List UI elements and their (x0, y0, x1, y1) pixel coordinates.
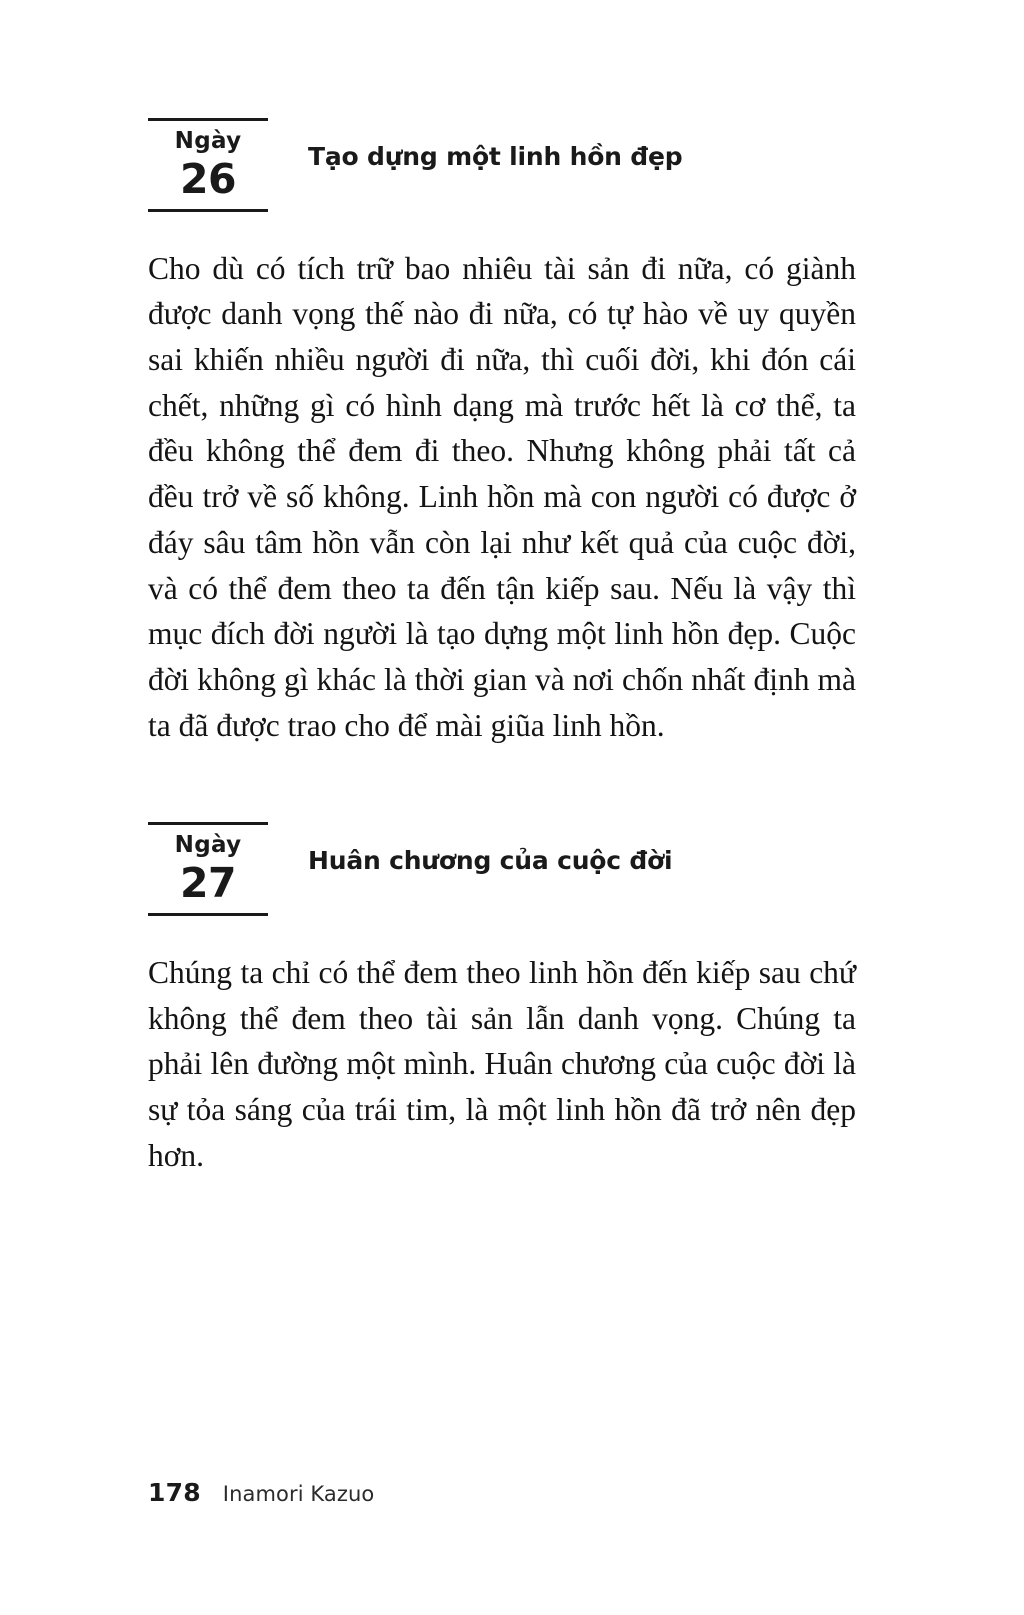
entry-paragraph: Cho dù có tích trữ bao nhiêu tài sản đi nữa, có giành được danh vọng thế nào đi nữa, có tự hào về uy quyền sai khiến nhiều người đi nữa, thì cuối đời, khi đón cái chết, những gì có hình dạng mà trước hết là cơ thể, ta đều không thể đem đi theo. Nhưng không phải tất cả đều trở về số không. Linh hồn mà con người có được ở đáy sâu tâm hồn vẫn còn lại như kết quả của cuộc đời, và có thể đem theo ta đến tận kiếp sau. Nếu là vậy thì mục đích đời người là tạo dựng một linh hồn đẹp. Cuộc đời không gì khác là thời gian và nơi chốn nhất định mà ta đã được trao cho để mài giũa linh hồn. (148, 250, 856, 743)
entry-body (148, 950, 856, 1178)
entry-paragraph: Chúng ta chỉ có thể đem theo linh hồn đến kiếp sau chứ không thể đem theo tài sản lẫn danh vọng. Chúng ta phải lên đường một mình. Huân chương của cuộc đời là sự tỏa sáng của trái tim, là một linh hồn đã trở nên đẹp hơn. (148, 954, 856, 1173)
entry-spacer (148, 748, 856, 822)
entry-header (148, 118, 856, 212)
day-entry-26 (148, 118, 856, 748)
author-name: Inamori Kazuo (222, 1482, 375, 1506)
page-footer (148, 1478, 374, 1507)
day-badge (148, 118, 268, 212)
day-badge (148, 822, 268, 916)
entry-title: Huân chương của cuộc đời (308, 846, 673, 876)
page-content (148, 118, 856, 1178)
day-label: Ngày (174, 128, 242, 154)
page-number: 178 (148, 1478, 201, 1507)
day-number: 26 (179, 154, 237, 203)
day-label: Ngày (174, 832, 242, 859)
entry-title: Tạo dựng một linh hồn đẹp (308, 142, 683, 171)
entry-header (148, 822, 856, 916)
day-number: 27 (179, 858, 237, 907)
day-entry-27 (148, 822, 856, 1178)
entry-body (148, 246, 856, 748)
